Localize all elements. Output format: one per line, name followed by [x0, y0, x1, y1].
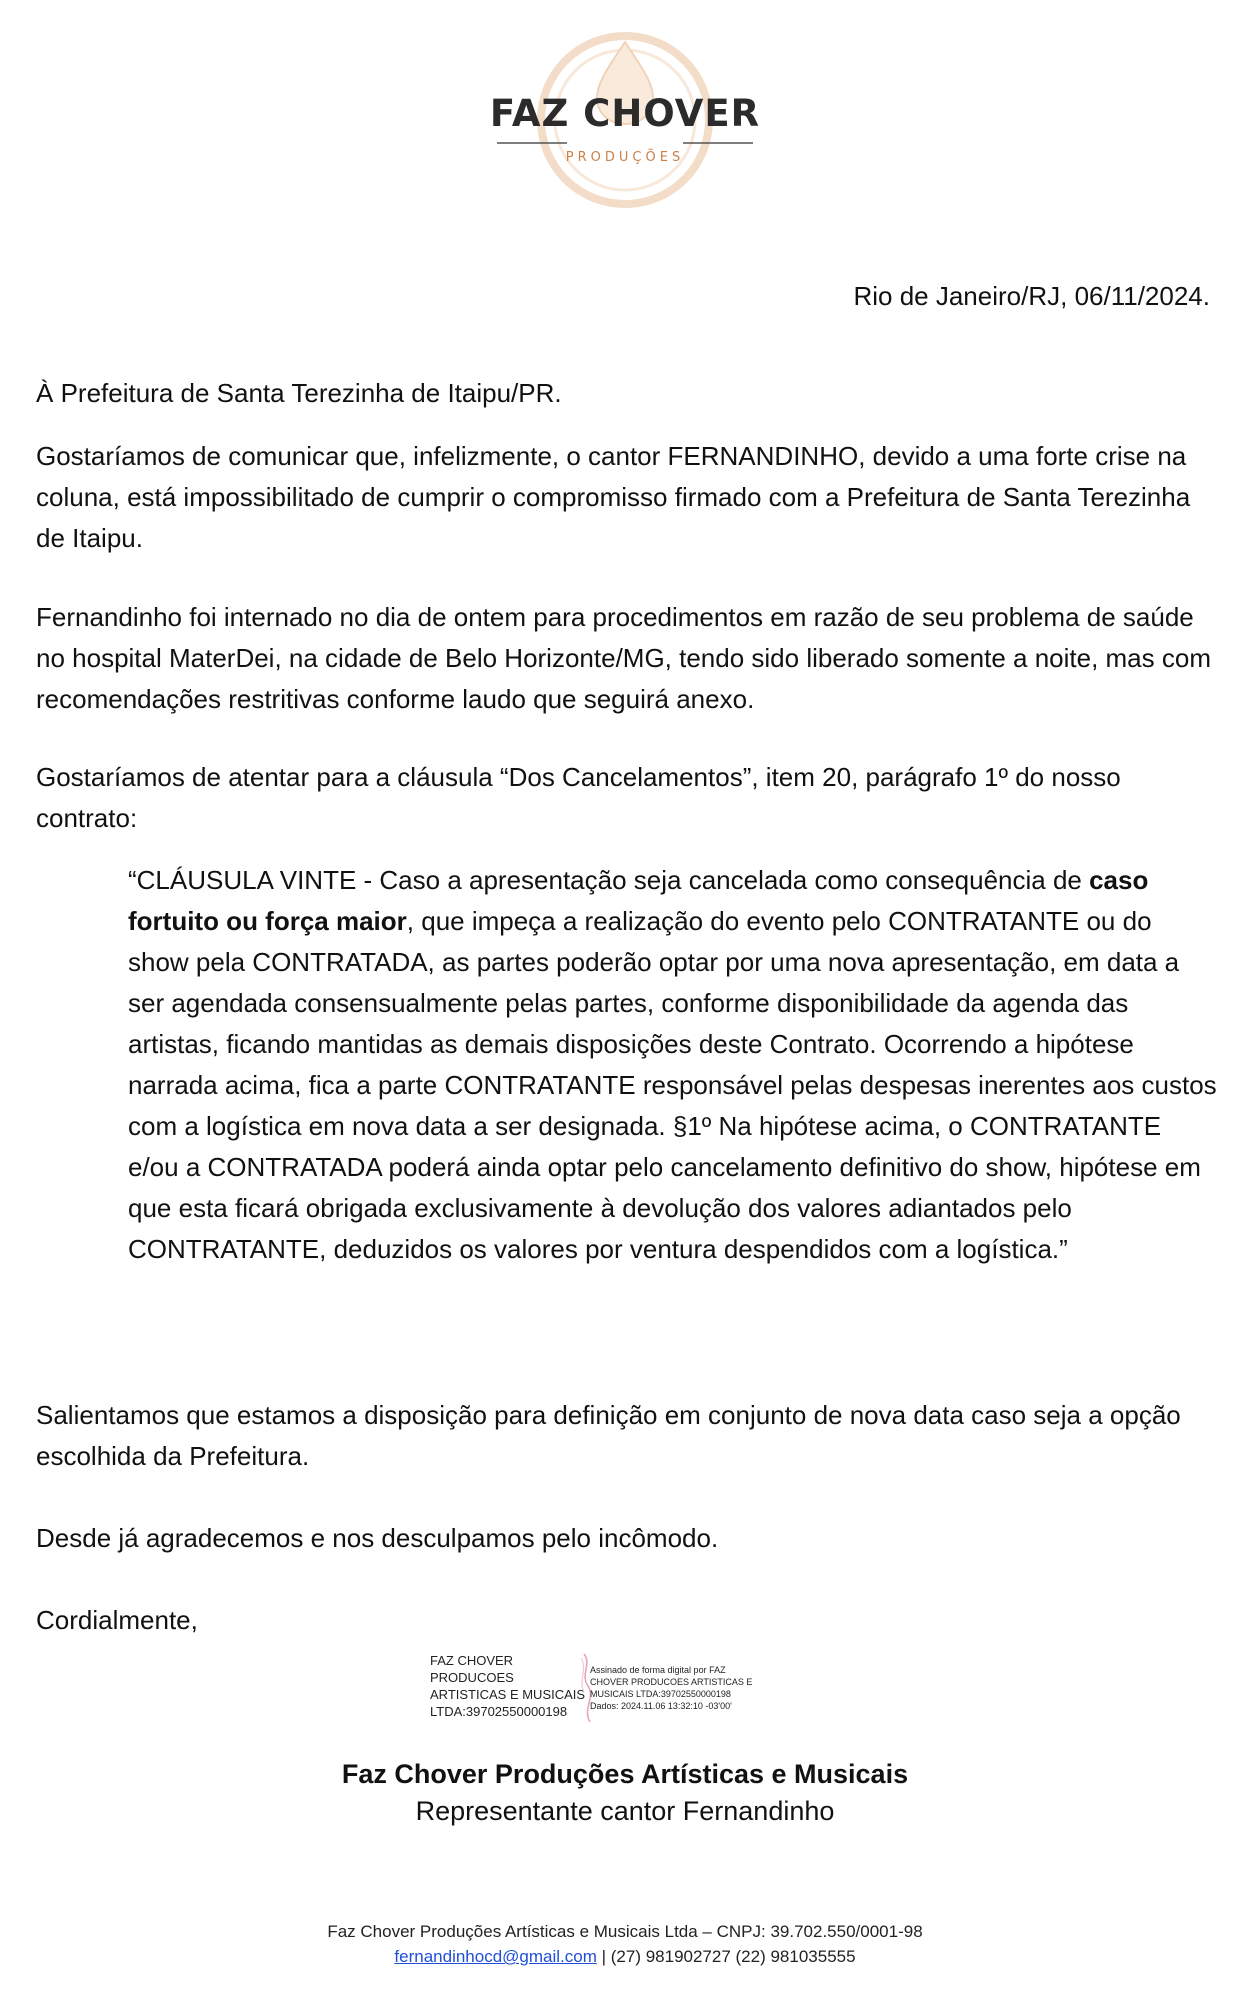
- contract-clause-quote: [128, 860, 1218, 1270]
- date-line: Rio de Janeiro/RJ, 06/11/2024.: [853, 281, 1210, 311]
- signature-info-line: Assinado de forma digital por FAZ: [590, 1665, 726, 1675]
- signature-name-line: LTDA:39702550000198: [430, 1704, 568, 1719]
- signature-info-line: MUSICAIS LTDA:39702550000198: [590, 1689, 731, 1699]
- signature-name-line: PRODUCOES: [430, 1670, 514, 1685]
- quote-text-end: , que impeça a realização do evento pelo CONTRATANTE ou do show pela CONTRATADA, as partes poderão optar por uma nova apresentação, em data a ser agendada consensualmente pelas partes, conforme disponibilidade da agenda das artistas, ficando mantidas as demais disposições deste Contrato. Ocorrendo a hipótese narrada acima, fica a parte CONTRATANTE responsável pelas despesas inerentes aos custos com a logística em nova data a ser designada. §1º Na hipótese acima, o CONTRATANTE e/ou a CONTRATADA poderá ainda optar pelo cancelamento definitivo do show, hipótese em que esta ficará obrigada exclusivamente à devolução dos valores adiantados pelo CONTRATANTE, deduzidos os valores por ventura despendidos com a logística.”: [128, 906, 1217, 1264]
- signature-name-line: FAZ CHOVER: [430, 1653, 514, 1668]
- paragraph-1: Gostaríamos de comunicar que, infelizmente, o cantor FERNANDINHO, devido a uma forte crise na coluna, está impossibilitado de cumprir o compromisso firmado com a Prefeitura de Santa Terezinha de Itaipu.: [36, 441, 1191, 553]
- closing: Cordialmente,: [36, 1605, 198, 1635]
- quote-text-start: “CLÁUSULA VINTE - Caso a apresentação seja cancelada como consequência de: [128, 865, 1090, 895]
- logo-title: FAZ CHOVER: [489, 92, 761, 135]
- signer-role: Representante cantor Fernandinho: [415, 1796, 835, 1826]
- signature-info-line: CHOVER PRODUCOES ARTISTICAS E: [590, 1677, 753, 1687]
- addressee: À Prefeitura de Santa Terezinha de Itaipu/PR.: [36, 378, 562, 408]
- paragraph-2: Fernandinho foi internado no dia de ontem para procedimentos em razão de seu problema de saúde no hospital MaterDei, na cidade de Belo Horizonte/MG, tendo sido liberado somente a noite, mas com recomendações restritivas conforme laudo que seguirá anexo.: [36, 602, 1211, 714]
- signer-company: Faz Chover Produções Artísticas e Musicais: [341, 1759, 909, 1789]
- footer-phones: | (27) 981902727 (22) 981035555: [596, 1947, 856, 1966]
- footer-contact-line: [0, 1945, 1250, 1969]
- signature-name-line: ARTISTICAS E MUSICAIS: [430, 1687, 586, 1702]
- paragraph-5: Desde já agradecemos e nos desculpamos pelo incômodo.: [36, 1523, 719, 1553]
- faz-chover-logo: [475, 20, 775, 230]
- footer-company-line: Faz Chover Produções Artísticas e Musicais Ltda – CNPJ: 39.702.550/0001-98: [327, 1922, 923, 1941]
- logo-subtitle: PRODUÇÕES: [565, 150, 685, 165]
- paragraph-4: Salientamos que estamos a disposição para definição em conjunto de nova data caso seja a opção escolhida da Prefeitura.: [36, 1400, 1181, 1471]
- signature-info-line: Dados: 2024.11.06 13:32:10 -03'00': [590, 1701, 732, 1711]
- paragraph-3: Gostaríamos de atentar para a cláusula “Dos Cancelamentos”, item 20, parágrafo 1º do nosso contrato:: [36, 762, 1121, 833]
- footer-email-link[interactable]: fernandinhocd@gmail.com: [394, 1947, 597, 1966]
- quote-bold-text: caso fortuito ou força maior: [128, 865, 1149, 936]
- digital-signature-info: [590, 1664, 770, 1712]
- digital-signature-name: [430, 1652, 590, 1720]
